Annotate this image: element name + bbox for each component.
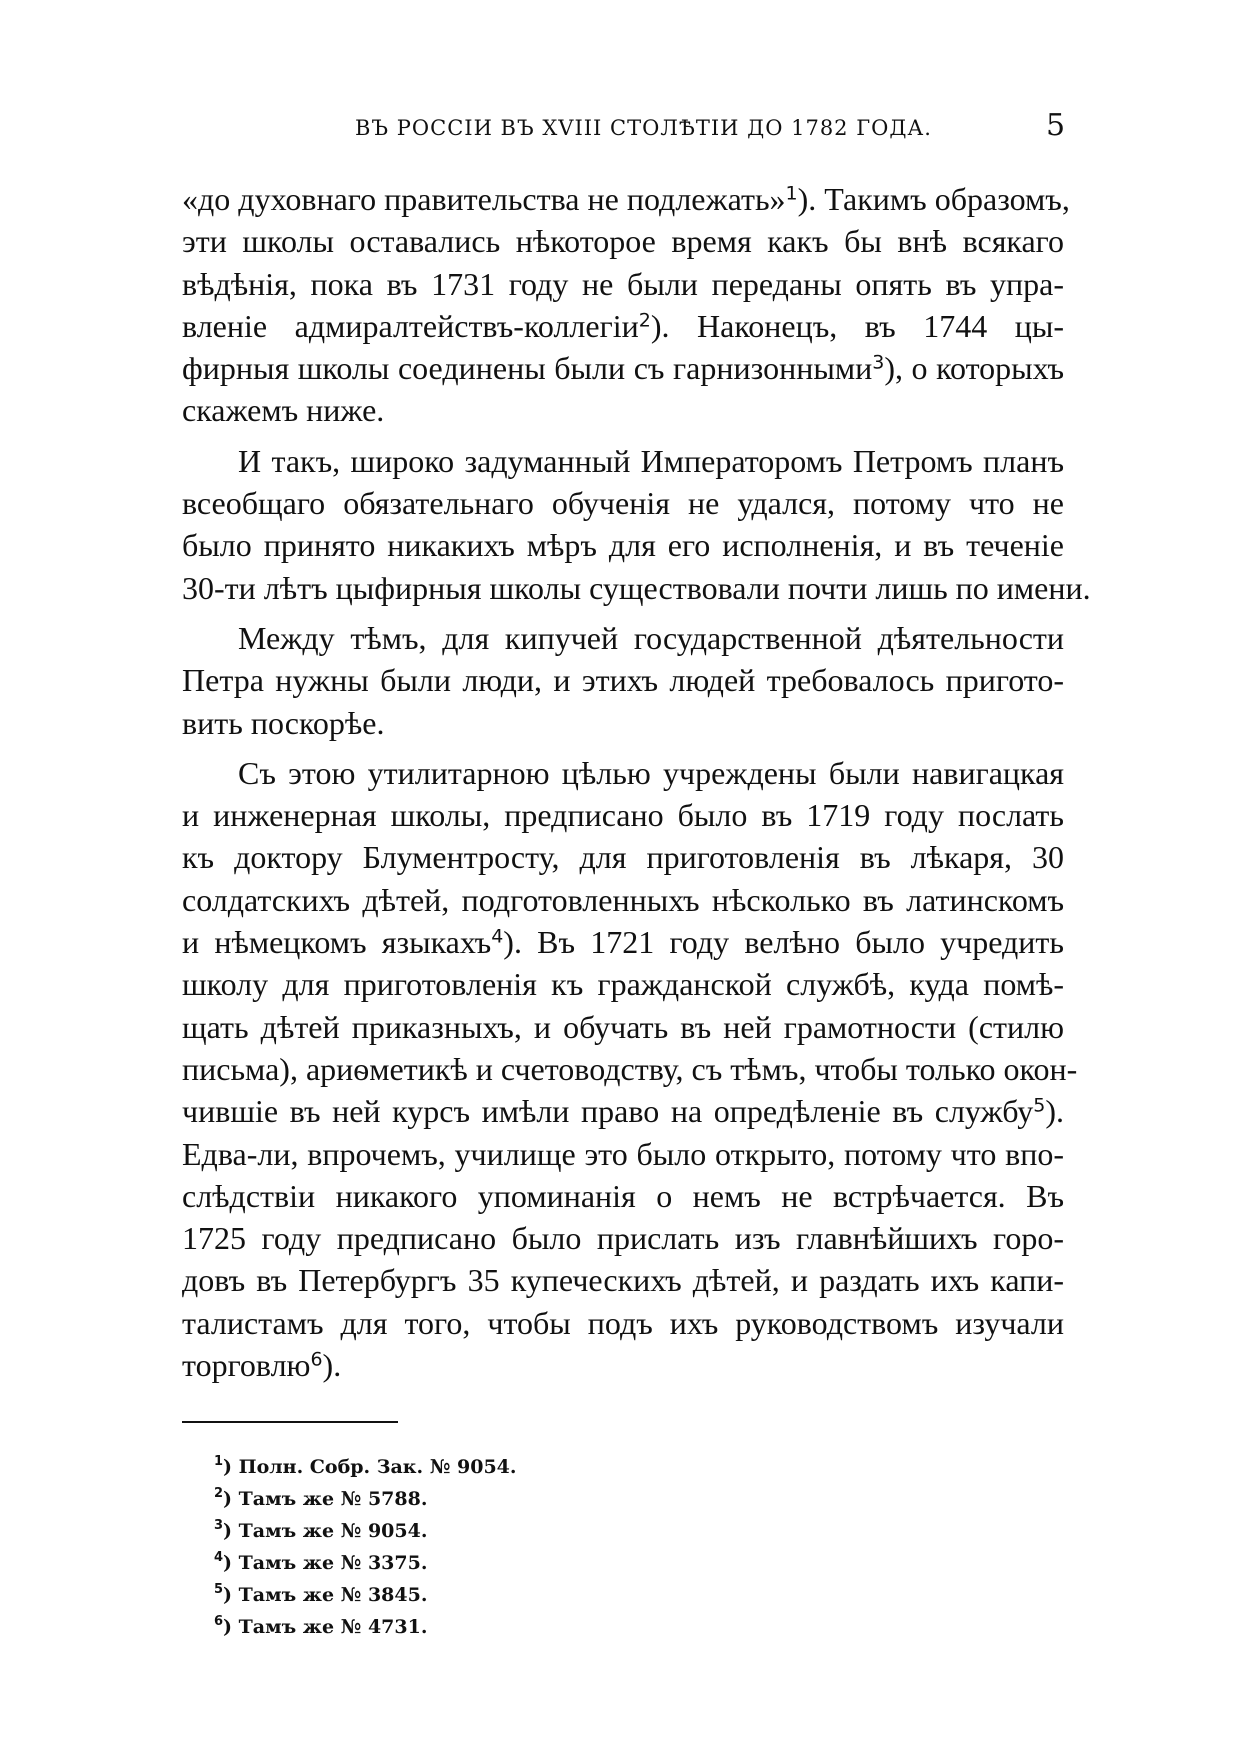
- text-line: фирныя школы соединены были съ гарнизонными$^3$), о которыхъ: [182, 350, 1065, 387]
- footnote: $^1$) Полн. Собр. Зак. № 9054.: [214, 1454, 517, 1478]
- text-line: солдатскихъ дѣтей, подготовленныхъ нѣсколько въ латинскомъ: [182, 881, 1064, 918]
- footnote: $^4$) Тамъ же № 3375.: [214, 1550, 428, 1574]
- footnote-divider: [182, 1421, 398, 1423]
- body-text: [182, 178, 1091, 1386]
- text-line: чившіе въ ней курсъ имѣли право на опредѣленіе въ службу$^5$).: [182, 1093, 1064, 1130]
- text-line: 30-ти лѣтъ цыфирныя школы существовали почти лишь по имени.: [182, 569, 1091, 606]
- text-line: Петра нужны были люди, и этихъ людей требовалось пригото-: [182, 662, 1064, 699]
- running-title: ВЪ РОССІИ ВЪ XVIII СТОЛѢТІИ ДО 1782 ГОДА.: [355, 116, 932, 140]
- text-line: вѣдѣнія, пока въ 1731 году не были переданы опять въ упра-: [182, 265, 1064, 302]
- footnote: $^2$) Тамъ же № 5788.: [214, 1486, 428, 1510]
- text-line: талистамъ для того, чтобы подъ ихъ руководствомъ изучали: [182, 1304, 1064, 1341]
- text-line: И такъ, широко задуманный Императоромъ Петромъ планъ: [238, 442, 1064, 479]
- text-line: «до духовнаго правительства не подлежать»$^1$). Такимъ образомъ,: [182, 181, 1070, 217]
- text-line: и инженерная школы, предписано было въ 1719 году послать: [182, 797, 1064, 834]
- text-line: и нѣмецкомъ языкахъ$^4$). Въ 1721 году велѣно было учредить: [182, 924, 1065, 961]
- text-line: торговлю$^6$).: [182, 1347, 342, 1384]
- text-line: щать дѣтей приказныхъ, и обучать въ ней грамотности (стилю: [182, 1008, 1064, 1045]
- text-line: эти школы оставались нѣкоторое время какъ бы внѣ всякаго: [182, 223, 1064, 260]
- text-line: школу для приготовленія къ гражданской службѣ, куда помѣ-: [182, 966, 1064, 1003]
- text-line: вить поскорѣе.: [182, 704, 385, 741]
- text-line: 1725 году предписано было прислать изъ главнѣйшихъ горо-: [182, 1220, 1064, 1257]
- footnote: $^6$) Тамъ же № 4731.: [214, 1614, 428, 1638]
- text-line: Едва-ли, впрочемъ, училище это было открыто, потому что впо-: [182, 1135, 1064, 1172]
- text-line: довъ въ Петербургъ 35 купеческихъ дѣтей, и раздать ихъ капи-: [182, 1262, 1064, 1299]
- text-line: было принято никакихъ мѣръ для его исполненія, и въ теченіе: [182, 527, 1064, 564]
- text-line: слѣдствіи никакого упоминанія о немъ не встрѣчается. Въ: [182, 1177, 1064, 1214]
- text-line: скажемъ ниже.: [182, 392, 385, 429]
- running-header: [0, 108, 1241, 148]
- footnote: $^5$) Тамъ же № 3845.: [214, 1582, 428, 1606]
- page-number: 5: [1046, 108, 1066, 143]
- footnote: $^3$) Тамъ же № 9054.: [214, 1518, 428, 1542]
- text-line: письма), ариѳметикѣ и счетоводству, съ тѣмъ, чтобы только окон-: [182, 1050, 1078, 1087]
- text-line: къ доктору Блументросту, для приготовленія въ лѣкаря, 30: [182, 839, 1064, 876]
- text-line: всеобщаго обязательнаго обученія не удался, потому что не: [182, 485, 1064, 522]
- text-line: Между тѣмъ, для кипучей государственной дѣятельности: [238, 619, 1064, 656]
- text-line: Съ этою утилитарною цѣлью учреждены были навигацкая: [238, 754, 1064, 791]
- footnotes: [214, 1451, 814, 1643]
- text-line: вленіе адмиралтействъ-коллегіи$^2$). Наконецъ, въ 1744 цы-: [182, 307, 1065, 344]
